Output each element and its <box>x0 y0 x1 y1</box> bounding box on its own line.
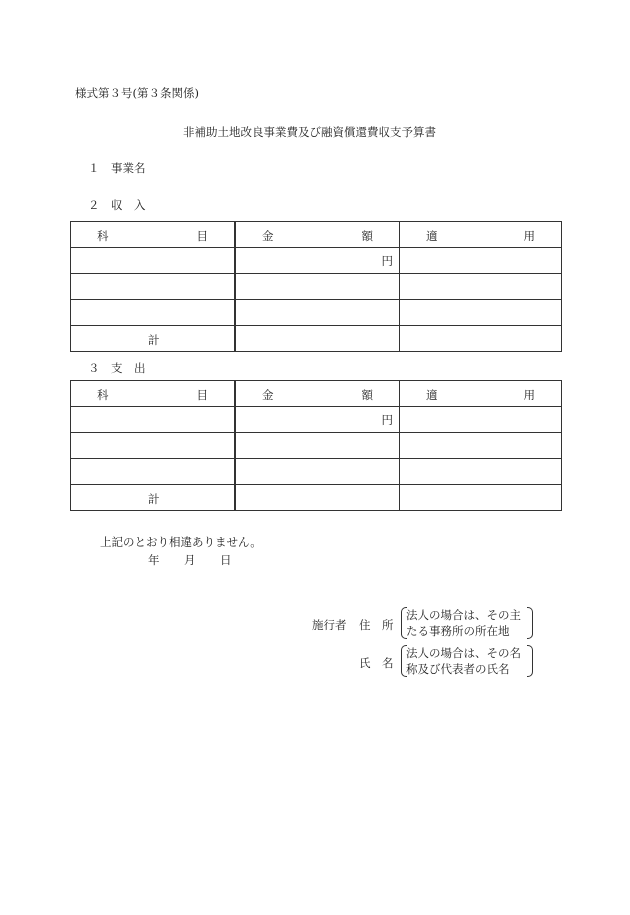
table-row <box>71 274 562 300</box>
table-row <box>71 459 562 485</box>
header-amount-right: 額 <box>361 229 373 243</box>
table-row <box>71 300 562 326</box>
table-header-row <box>71 222 562 248</box>
cell[interactable] <box>400 485 562 511</box>
cell[interactable] <box>71 433 236 459</box>
date-month: 月 <box>184 553 196 567</box>
name-note-line: 法人の場合は、その名 <box>406 646 521 660</box>
header-item-right: 目 <box>196 388 208 402</box>
cell[interactable] <box>235 300 400 326</box>
cell[interactable] <box>400 274 562 300</box>
income-table <box>70 221 562 352</box>
header-use-right: 用 <box>523 388 535 402</box>
cell[interactable] <box>235 459 400 485</box>
cell[interactable] <box>400 248 562 274</box>
date-day: 日 <box>220 553 232 567</box>
address-note-line: たる事務所の所在地 <box>406 624 510 638</box>
cell[interactable] <box>235 274 400 300</box>
section-income: ２ 収 入 <box>88 198 146 212</box>
table-row <box>71 248 562 274</box>
statement: 上記のとおり相違ありません。 <box>100 535 262 549</box>
address-label: 住 所 <box>359 618 394 632</box>
cell[interactable] <box>71 407 236 433</box>
cell[interactable] <box>400 459 562 485</box>
cell[interactable] <box>235 326 400 352</box>
cell[interactable] <box>400 300 562 326</box>
cell[interactable] <box>71 459 236 485</box>
total-row <box>71 485 562 511</box>
yen-unit: 円 <box>381 413 393 427</box>
name-label: 氏 名 <box>359 656 394 670</box>
document-title: 非補助土地改良事業費及び融資償還費収支予算書 <box>183 125 436 139</box>
table-header-row <box>71 381 562 407</box>
name-note <box>401 645 533 677</box>
cell[interactable] <box>71 274 236 300</box>
header-use-left: 適 <box>426 229 438 243</box>
section-expenditure: ３ 支 出 <box>88 361 146 375</box>
signer-label: 施行者 <box>312 618 347 632</box>
date-year: 年 <box>148 553 160 567</box>
header-amount-right: 額 <box>361 388 373 402</box>
cell[interactable] <box>400 433 562 459</box>
cell[interactable] <box>71 248 236 274</box>
cell[interactable] <box>235 433 400 459</box>
address-note <box>401 607 533 639</box>
header-amount-left: 金 <box>262 229 274 243</box>
section-business-name: １ 事業名 <box>88 161 146 175</box>
address-note-line: 法人の場合は、その主 <box>406 608 521 622</box>
header-use-right: 用 <box>523 229 535 243</box>
total-row <box>71 326 562 352</box>
yen-unit: 円 <box>381 254 393 268</box>
cell[interactable] <box>235 407 400 433</box>
total-label: 計 <box>148 333 160 347</box>
expenditure-table <box>70 380 562 511</box>
header-item-left: 科 <box>97 388 109 402</box>
form-number: 様式第３号(第３条関係) <box>75 86 199 100</box>
cell[interactable] <box>235 485 400 511</box>
header-amount-left: 金 <box>262 388 274 402</box>
header-use-left: 適 <box>426 388 438 402</box>
cell[interactable] <box>235 248 400 274</box>
cell[interactable] <box>400 326 562 352</box>
name-note-line: 称及び代表者の氏名 <box>406 662 510 676</box>
total-label: 計 <box>148 492 160 506</box>
cell[interactable] <box>71 300 236 326</box>
header-item-right: 目 <box>196 229 208 243</box>
cell[interactable] <box>400 407 562 433</box>
header-item-left: 科 <box>97 229 109 243</box>
table-row <box>71 433 562 459</box>
table-row <box>71 407 562 433</box>
